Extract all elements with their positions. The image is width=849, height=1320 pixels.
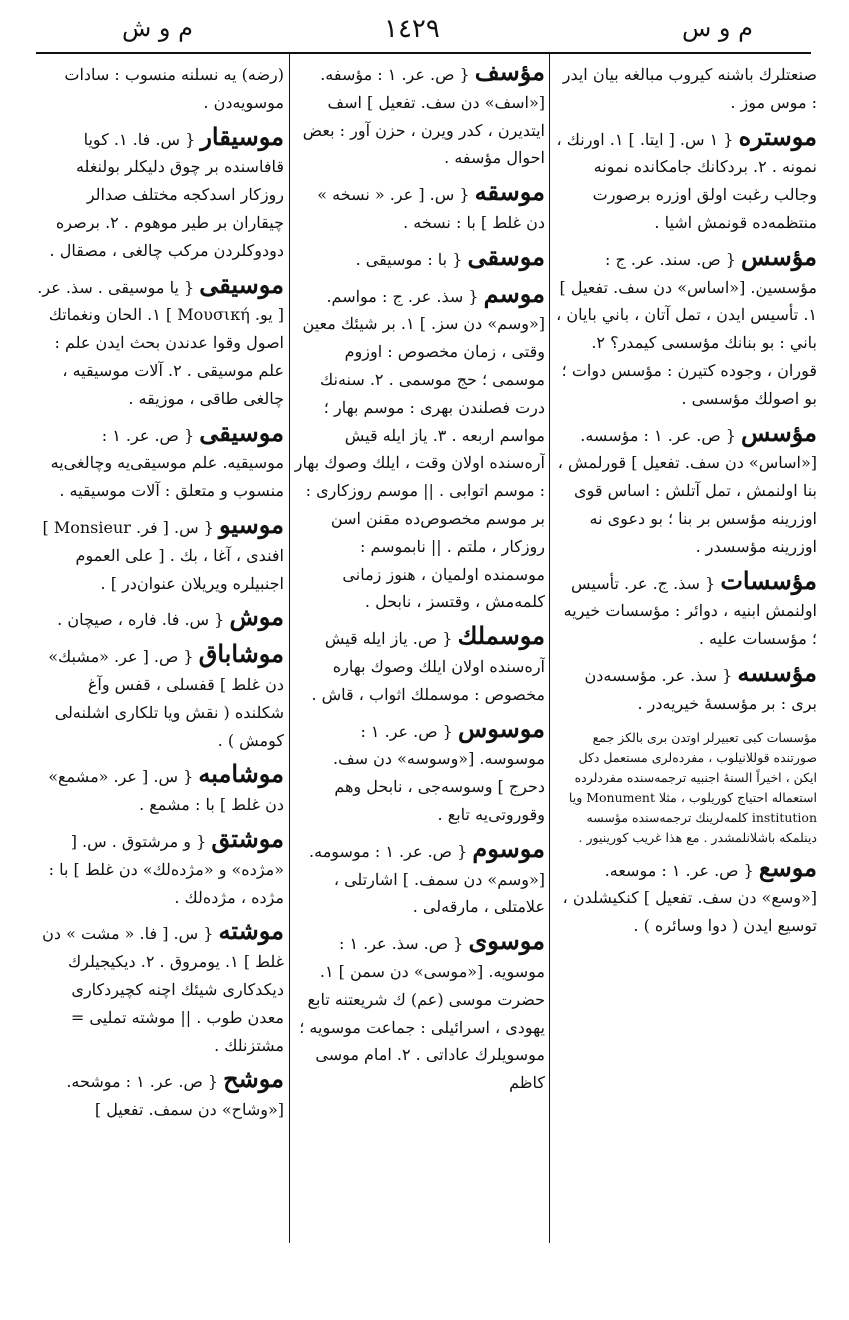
dictionary-entry <box>36 271 284 413</box>
dictionary-entry <box>555 724 817 848</box>
dictionary-entry <box>36 640 284 754</box>
column-middle <box>294 58 545 1238</box>
dictionary-entry <box>294 178 545 237</box>
header-left-letters: م و ش <box>122 14 194 42</box>
entry-headword: مؤسف <box>474 58 545 86</box>
entry-definition: { و مرشتوق . س. [ «مژده» و «مژده‌لك» دن غلط ] با : مژده ، مژده‌لك . <box>48 831 284 907</box>
dictionary-entry <box>555 659 817 718</box>
entry-headword: موسوى <box>468 926 545 956</box>
dictionary-entry <box>294 835 545 921</box>
entry-definition: { ص. ياز ايله قيش آره‌سنده اولان ايلك وصوك بهاره مخصوص : موسملك اثواب ، قاش . <box>311 629 545 704</box>
entry-definition: { س. [ عر. «مشمع» دن غلط ] با : مشمع . <box>48 767 284 815</box>
entry-headword: موشاباق <box>198 639 284 669</box>
entry-headword: موشامبه <box>198 759 284 789</box>
entry-definition: { ص. عر. ١ : موسوسه. [«وسوسه» دن سف. دحرج ] وسوسه‌جى ، نابحل وهم وقوروتى‌يه تابع . <box>333 721 545 824</box>
dictionary-entry <box>555 123 817 237</box>
entry-headword: مؤسسه <box>737 657 817 687</box>
entry-definition: { س. [ فا. « مشت » دن غلط ] ١. يومروق . ٢. ديكيجيلرك ديكدكارى شيئك اچنه كچيردكارى معدن طوب . || موشته تمليى = مشتزنلك . <box>42 924 284 1055</box>
entry-definition: { ص. عر. ١ : موسومه. [«وسم» دن سمف. ] اشارتلى ، علامتلى ، مارقه‌لى . <box>309 841 545 917</box>
entry-headword: موسوم <box>472 833 545 863</box>
entry-headword: موشتق <box>211 823 284 853</box>
entry-definition: { ١ س. [ ايتا. ] ١. اورنك ، نمونه . ٢. بردكانك جامكانده نمونه وجالب رغبت اولق اوزره برصورت منتظمه‌ده قونمش اشيا . <box>556 129 817 232</box>
entry-headword: موشح <box>223 1064 284 1094</box>
dictionary-entry <box>36 511 284 597</box>
entry-definition: { ص. [ عر. «مشبك» دن غلط ] قفسلى ، قفس وآغ شكلنده ( نقش ويا تلكارى اشلنه‌لى كومش ) . <box>48 647 284 750</box>
dictionary-entry <box>555 567 817 653</box>
entry-definition: { س. [ فر. Monsieur ] افندى ، آغا ، بك . [ على العموم اجنبيلره ويريلان عنوان‌در ] . <box>42 517 284 593</box>
entry-definition: { سذ. عر. مؤسسه‌دن برى : بر مؤسسهٔ خيريه‌در . <box>584 665 817 713</box>
dictionary-entry <box>36 123 284 265</box>
entry-headword: موسيقى <box>199 269 284 299</box>
header-right-letters: م و س <box>681 14 753 42</box>
column-right <box>555 58 817 1238</box>
entry-definition: { ص. عر. ١ : موسعه. [«وسع» دن سف. تفعيل ] كنكيشلدن ، توسيع ايدن ( دوا وسائره ) . <box>562 860 817 936</box>
dictionary-entry <box>36 760 284 819</box>
dictionary-entry <box>36 603 284 634</box>
dictionary-entry <box>36 1065 284 1124</box>
entry-headword: موش <box>229 602 284 632</box>
entry-definition: صنعتلرك باشنه كيروب مبالغه بيان ايدر : موس موز . <box>562 65 817 112</box>
entry-definition: { سذ. ج. عر. تأسيس اولنمش ابنيه ، دوائر : مؤسسات خيريه ؛ مؤسسات عليه . <box>563 573 817 649</box>
entry-definition: { ص. عر. ١ : مؤسسه. [«اساس» دن سف. تفعيل ] قورلمش ، بنا اولنمش ، تمل آتلش : اساس قوى اوزرينه مؤسس بر بنا ؛ بو دعوى نه اوزرينه مؤسسدر . <box>557 425 817 556</box>
dictionary-entry <box>294 243 545 274</box>
dictionary-entry <box>36 825 284 911</box>
entry-headword: موسيقار <box>200 121 284 151</box>
dictionary-entry <box>36 58 284 117</box>
entry-headword: موسوس <box>457 713 545 743</box>
entry-definition: { يا موسيقى . سذ. عر. [ يو. Μουσική ] ١. الحان ونغماتك اصول وقوا عدندن بحث ايدن علم : علم موسيقى . ٢. آلات موسيقيه ، چالغى طاقى ، موزيقه . <box>37 277 284 408</box>
dictionary-entry <box>555 243 817 413</box>
entry-definition: { ص. سذ. عر. ١ : موسويه. [«موسى» دن سمن ] ١. حضرت موسى (عم) ك شريعتنه تابع يهودى ، اسرائيلى : جماعت موسويه ؛ موسويلرك عاداتى . ٢. امام موسى كاظم <box>299 934 545 1093</box>
entry-headword: موسع <box>758 852 817 882</box>
entry-definition: { ص. عر. ١ : موسيقيه. علم موسيقى‌يه وچالغى‌يه منسوب و متعلق : آلات موسيقيه . <box>50 425 284 501</box>
entry-definition: (رضه) يه نسلنه منسوب : سادات موسويه‌دن . <box>64 65 284 112</box>
dictionary-entry <box>294 622 545 708</box>
entry-definition: { ص. عر. ١ : مؤسفه. [«اسف» دن سف. تفعيل ] اسف ايتديرن ، كدر ويرن ، حزن آور : بعض احوال مؤسفه . <box>302 65 545 168</box>
entry-headword: موسم <box>483 278 545 308</box>
dictionary-entry <box>294 715 545 829</box>
column-divider <box>549 53 550 1243</box>
entry-definition: { س. فا. ١. كويا قافاسنده بر چوق دليكلر بولنغله روزكار اسدكجه مختلف صدالر چيقاران بر طير موهوم . ٢. برصره دودوكلردن مركب چالغى ، مصقال . <box>49 129 284 260</box>
entry-headword: موسيو <box>218 509 284 539</box>
entry-headword: موسيقى <box>199 417 284 447</box>
dictionary-entry <box>555 419 817 561</box>
dictionary-entry <box>294 927 545 1097</box>
entry-headword: مؤسس <box>741 417 817 447</box>
entry-definition: { با : موسيقى . <box>355 249 463 269</box>
entry-definition: { سذ. عر. ج : مواسم. [«وسم» دن سز. ] ١. بر شيئك معين وقتى ، زمان مخصوص : اوزوم موسمى ؛ حج موسمى . ٢. سنه‌نك درت فصلندن بهرى : موسم بهار ؛ مواسم اربعه . ٣. ياز ايله قيش آره‌سنده اولان وقت ، ايلك وصوك بهار : موسم اتوابى . || موسم روزكارى : بر موسم مخصوص‌ده مقنن اسن روزكار ، ملتم . || نابموسم : موسمنده اولميان ، هنوز زمانى كلمه‌مش ، وقتسز ، نابحل . <box>294 286 545 612</box>
entry-headword: موسقى <box>467 241 545 271</box>
page-number: ١٤٢٩ <box>384 14 440 44</box>
entry-definition: { س. فا. فاره ، صيچان . <box>57 610 225 630</box>
column-divider <box>289 53 290 1243</box>
dictionary-entry <box>555 58 817 117</box>
entry-headword: موسملك <box>457 621 545 651</box>
dictionary-entry <box>555 854 817 940</box>
entry-headword: موسقه <box>474 177 545 207</box>
header-rule <box>36 52 811 54</box>
entry-definition: { ص. سند. عر. ج : مؤسسين. [«اساس» دن سف. تفعيل ] ١. تأسيس ايدن ، تمل آتان ، باني بايان ، باني : بو بنانك مؤسسى كيمدر؟ ٢. قوران ، وجوده كتيرن : مؤسس دوات ؛ بو اصولك مؤسسى . <box>556 249 817 408</box>
dictionary-entry <box>294 58 545 172</box>
dictionary-entry <box>36 917 284 1059</box>
entry-headword: مؤسس <box>741 241 817 271</box>
dictionary-entry <box>294 280 545 617</box>
entry-definition: { ص. عر. ١ : موشحه. [«وشاح» دن سمف. تفعيل ] <box>66 1072 284 1120</box>
entry-definition: مؤسسات كبى تعبيرلر اوتدن برى بالكز جمع صورتنده قوللانيلوب ، مفرده‌لرى مستعمل دكل ايكن ، اخيراً السنهٔ اجنبيه ترجمه‌سنده مفردلرده استعماله احتياج كوريلوب ، مثلا Monument ويا institution كلمه‌لرينك ترجمه‌سنده مؤسسه دينلمكه باشلانلمشدر . مع هذا غريب كورينيور . <box>568 729 817 845</box>
column-left <box>36 58 284 1238</box>
entry-headword: مؤسسات <box>720 565 817 595</box>
entry-headword: موستره <box>738 121 817 151</box>
dictionary-entry <box>36 419 284 505</box>
entry-headword: موشته <box>218 916 284 946</box>
entry-definition: { س. [ عر. « نسخه » دن غلط ] با : نسخه . <box>317 185 545 232</box>
